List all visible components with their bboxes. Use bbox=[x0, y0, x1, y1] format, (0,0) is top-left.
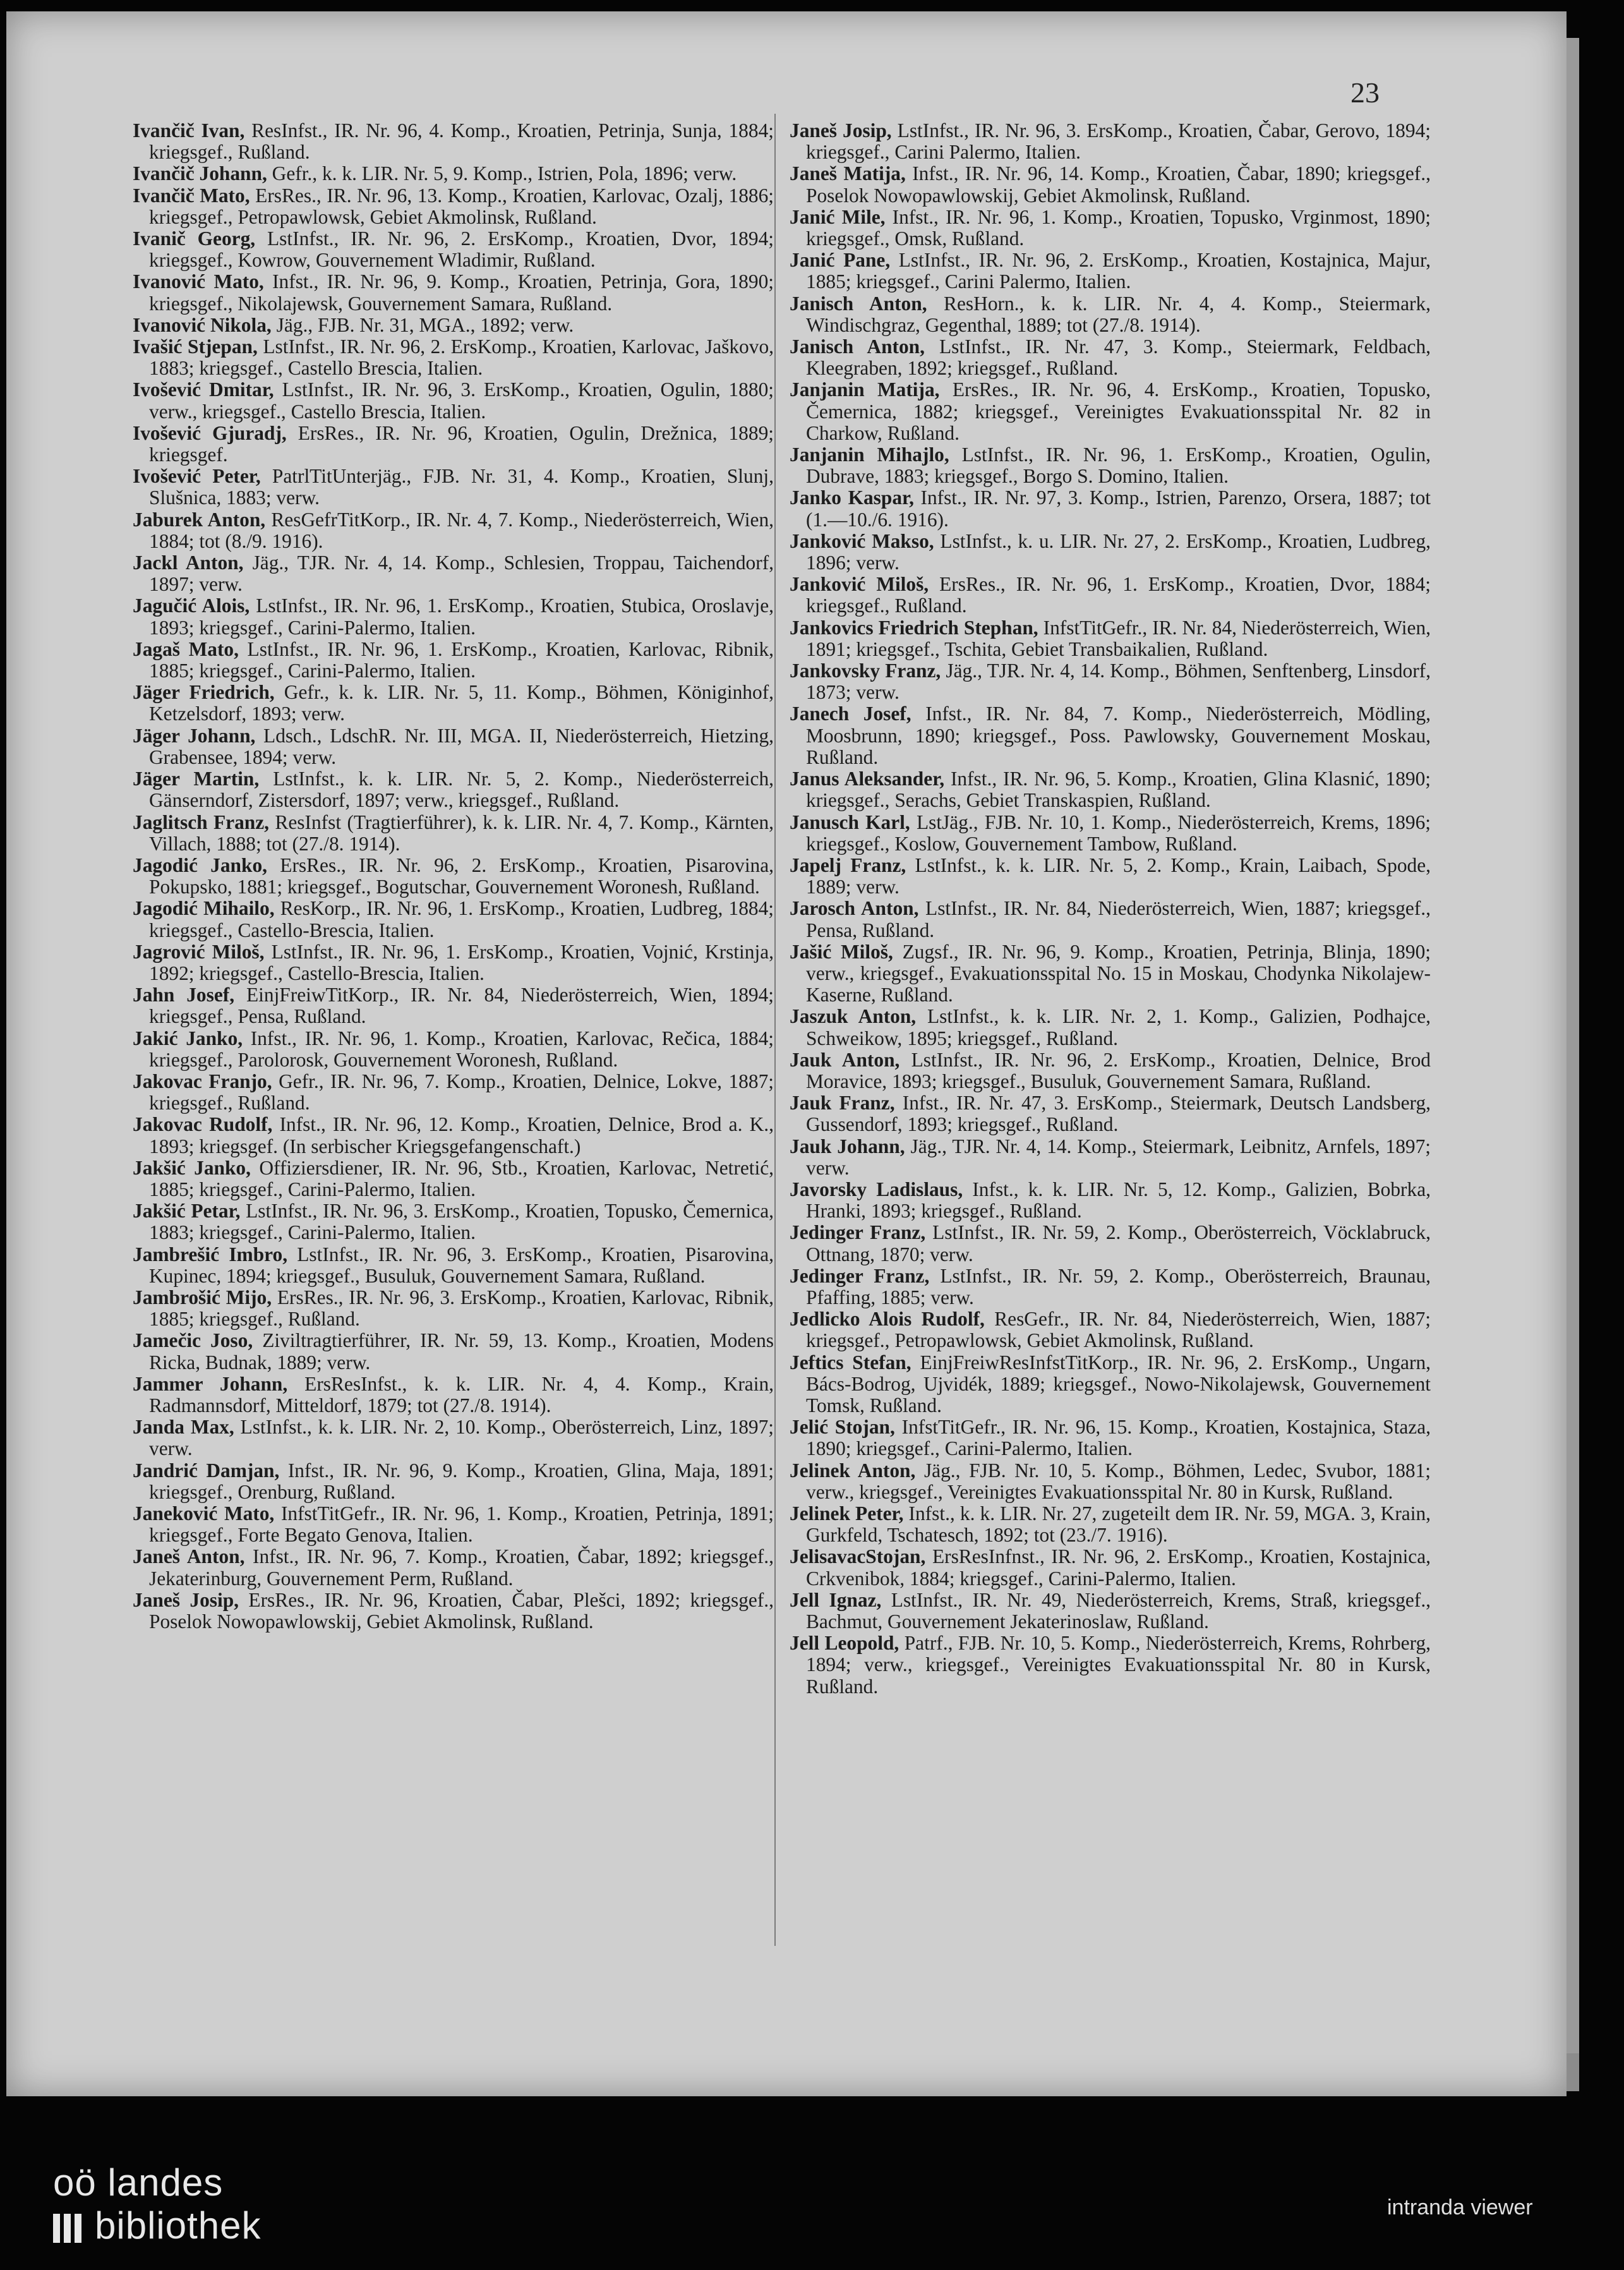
entry-details: LstInfst., IR. Nr. 96, 1. ErsKomp., Kroatien, Karlovac, Ribnik, 1885; kriegsgef., Carini-Palermo, Italien. bbox=[149, 637, 774, 682]
entry-name: JelisavacStojan, bbox=[790, 1545, 926, 1568]
list-entry bbox=[133, 1546, 774, 1589]
list-entry bbox=[790, 898, 1431, 941]
list-entry bbox=[790, 444, 1431, 487]
entry-name: Jelinek Peter, bbox=[790, 1502, 904, 1524]
entry-details: Infst., IR. Nr. 47, 3. ErsKomp., Steiermark, Deutsch Landsberg, Gussendorf, 1893; kriegsgef., Rußland. bbox=[806, 1092, 1431, 1136]
column-divider bbox=[774, 114, 776, 1946]
list-entry bbox=[790, 1179, 1431, 1222]
entry-details: LstInfst., IR. Nr. 49, Niederösterreich, Krems, Straß, kriegsgef., Bachmut, Gouvernement Jekaterinoslaw, Rußland. bbox=[806, 1588, 1431, 1633]
entry-name: Ivančič Mato, bbox=[133, 184, 250, 207]
list-entry bbox=[133, 163, 774, 184]
entry-name: Jell Leopold, bbox=[790, 1632, 899, 1655]
entry-name: Jäger Friedrich, bbox=[133, 681, 275, 704]
entry-name: Jagodić Mihailo, bbox=[133, 897, 275, 920]
list-entry bbox=[790, 1006, 1431, 1049]
entry-details: Infst., IR. Nr. 96, 7. Komp., Kroatien, Čabar, 1892; kriegsgef., Jekaterinburg, Gouvernement Perm, Rußland. bbox=[149, 1545, 774, 1590]
entry-details: Infst., IR. Nr. 96, 14. Komp., Kroatien, Čabar, 1890; kriegsgef., Poselok Nowopawlowskij, Gebiet Akmolinsk, Rußland. bbox=[806, 162, 1431, 207]
list-entry bbox=[790, 1416, 1431, 1459]
list-entry bbox=[133, 466, 774, 509]
entry-name: Janjanin Matija, bbox=[790, 378, 940, 401]
entry-details: Infst., IR. Nr. 96, 9. Komp., Kroatien, Glina, Maja, 1891; kriegsgef., Orenburg, Rußland. bbox=[149, 1459, 774, 1503]
entry-name: Jarosch Anton, bbox=[790, 897, 919, 920]
entry-name: Janeš Josip, bbox=[790, 120, 892, 142]
entry-details: Gefr., k. k. LIR. Nr. 5, 9. Komp., Istrien, Pola, 1896; verw. bbox=[267, 162, 737, 185]
entry-details: LstInfst., IR. Nr. 96, 1. ErsKomp., Kroatien, Ogulin, Dubrave, 1883; kriegsgef., Borgo S. Domino, Italien. bbox=[806, 444, 1431, 488]
logo-text-line1: oö landes bbox=[53, 2161, 224, 2204]
entry-details: Infst., IR. Nr. 96, 12. Komp., Kroatien, Delnice, Brod a. K., 1893; kriegsgef. (In serbischer Kriegsgefangenschaft.) bbox=[149, 1113, 774, 1157]
list-entry bbox=[790, 1049, 1431, 1092]
entry-name: Janko Kaspar, bbox=[790, 486, 914, 509]
entry-details: LstInfst., IR. Nr. 96, 2. ErsKomp., Kroatien, Kostajnica, Majur, 1885; kriegsgef., Carini Palermo, Italien. bbox=[806, 249, 1431, 293]
list-entry bbox=[790, 487, 1431, 530]
entry-details: LstInfst., IR. Nr. 96, 1. ErsKomp., Kroatien, Stubica, Oroslavje, 1893; kriegsgef., Carini-Palermo, Italien. bbox=[149, 595, 774, 639]
list-entry bbox=[133, 315, 774, 336]
list-entry bbox=[790, 574, 1431, 617]
entry-details: Gefr., IR. Nr. 96, 7. Komp., Kroatien, Delnice, Lokve, 1887; kriegsgef., Rußland. bbox=[149, 1070, 774, 1114]
entry-details: LstInfst., k. u. LIR. Nr. 27, 2. ErsKomp., Kroatien, Ludbreg, 1896; verw. bbox=[806, 529, 1431, 574]
list-entry bbox=[133, 682, 774, 725]
list-entry bbox=[133, 898, 774, 941]
entry-name: Jamečic Joso, bbox=[133, 1329, 253, 1352]
entry-name: Jammer Johann, bbox=[133, 1372, 288, 1395]
entry-details: LstInfst., IR. Nr. 59, 2. Komp., Oberösterreich, Braunau, Pfaffing, 1885; verw. bbox=[806, 1264, 1431, 1308]
list-entry bbox=[790, 250, 1431, 293]
entry-name: Jagrović Miloš, bbox=[133, 940, 265, 963]
list-entry bbox=[133, 1244, 774, 1287]
entry-name: Janić Mile, bbox=[790, 205, 886, 228]
list-entry bbox=[790, 1136, 1431, 1179]
entry-name: Janeš Josip, bbox=[133, 1588, 239, 1611]
entry-name: Jambrošić Mijo, bbox=[133, 1286, 272, 1308]
list-entry bbox=[133, 1330, 774, 1373]
entry-name: Jakšić Petar, bbox=[133, 1200, 241, 1223]
entry-details: LstJäg., FJB. Nr. 10, 1. Komp., Niederösterreich, Krems, 1896; kriegsgef., Koslow, Gouvernement Tambow, Rußland. bbox=[806, 811, 1431, 855]
entry-name: Jakovac Rudolf, bbox=[133, 1113, 273, 1136]
entry-details: Offiziersdiener, IR. Nr. 96, Stb., Kroatien, Karlovac, Netretić, 1885; kriegsgef., Carini-Palermo, Italien. bbox=[149, 1156, 774, 1200]
entry-name: Jandrić Damjan, bbox=[133, 1459, 280, 1482]
list-entry bbox=[133, 595, 774, 638]
list-entry bbox=[133, 379, 774, 422]
list-entry bbox=[133, 509, 774, 552]
viewer-footer bbox=[0, 2123, 1624, 2270]
entry-details: LstInfst., IR. Nr. 96, 3. ErsKomp., Kroatien, Čabar, Gerovo, 1894; kriegsgef., Carini Palermo, Italien. bbox=[806, 120, 1431, 164]
entry-details: ResInfst., IR. Nr. 96, 4. Komp., Kroatien, Petrinja, Sunja, 1884; kriegsgef., Rußland. bbox=[149, 120, 774, 164]
list-entry bbox=[133, 552, 774, 595]
entry-details: ErsRes., IR. Nr. 96, Kroatien, Čabar, Plešci, 1892; kriegsgef., Poselok Nowopawlowskij, Gebiet Akmolinsk, Rußland. bbox=[149, 1588, 774, 1633]
list-entry bbox=[790, 1092, 1431, 1135]
entry-name: Jašić Miloš, bbox=[790, 940, 893, 963]
list-entry bbox=[133, 639, 774, 682]
entry-name: Japelj Franz, bbox=[790, 854, 906, 876]
entry-details: ErsRes., IR. Nr. 96, 4. ErsKomp., Kroatien, Topusko, Čemernica, 1882; kriegsgef., Vereinigtes Evakuationsspital Nr. 82 in Charkow, Rußland. bbox=[806, 378, 1431, 444]
list-entry bbox=[790, 1590, 1431, 1633]
list-entry bbox=[133, 228, 774, 271]
entry-name: Janeš Matija, bbox=[790, 162, 906, 185]
entry-name: Jagodić Janko, bbox=[133, 854, 268, 876]
entry-name: Janeš Anton, bbox=[133, 1545, 245, 1568]
entry-details: LstInfst., k. k. LIR. Nr. 5, 2. Komp., Niederösterreich, Gänserndorf, Zistersdorf, 1897; verw., kriegsgef., Rußland. bbox=[149, 768, 774, 812]
entry-details: Zugsf., IR. Nr. 96, 9. Komp., Kroatien, Petrinja, Blinja, 1890; verw., kriegsgef., Evakuationsspital No. 15 in Moskau, Chodynka Nikolajew-Kaserne, Rußland. bbox=[806, 940, 1431, 1006]
entry-details: Infst., IR. Nr. 97, 3. Komp., Istrien, Parenzo, Orsera, 1887; tot (1.—10./6. 1916). bbox=[806, 486, 1431, 531]
entry-details: LstInfst., IR. Nr. 84, Niederösterreich, Wien, 1887; kriegsgef., Pensa, Rußland. bbox=[806, 897, 1431, 941]
list-entry bbox=[133, 855, 774, 898]
entry-name: Jauk Johann, bbox=[790, 1135, 905, 1157]
list-entry bbox=[790, 1633, 1431, 1698]
entry-details: InfstTitGefr., IR. Nr. 84, Niederösterreich, Wien, 1891; kriegsgef., Tschita, Gebiet Transbaikalien, Rußland. bbox=[806, 616, 1431, 660]
list-entry bbox=[133, 1287, 774, 1330]
list-entry bbox=[790, 1308, 1431, 1351]
entry-details: Infst., IR. Nr. 96, 5. Komp., Kroatien, Glina Klasnić, 1890; kriegsgef., Serachs, Gebiet Transkaspien, Rußland. bbox=[806, 768, 1431, 812]
entry-name: Janisch Anton, bbox=[790, 292, 927, 315]
entry-details: Ziviltragtierführer, IR. Nr. 59, 13. Komp., Kroatien, Modens Ricka, Budnak, 1889; verw. bbox=[149, 1329, 774, 1373]
entry-details: ErsRes., IR. Nr. 96, 3. ErsKomp., Kroatien, Karlovac, Ribnik, 1885; kriegsgef., Rußland. bbox=[149, 1286, 774, 1331]
list-entry bbox=[790, 660, 1431, 703]
entry-details: ResHorn., k. k. LIR. Nr. 4, 4. Komp., Steiermark, Windischgraz, Gegenthal, 1889; tot (27./8. 1914). bbox=[806, 292, 1431, 336]
entry-name: Jaglitsch Franz, bbox=[133, 811, 270, 833]
entry-name: Jankovics Friedrich Stephan, bbox=[790, 616, 1038, 639]
entry-details: EinjFreiwResInfstTitKorp., IR. Nr. 96, 2. ErsKomp., Ungarn, Bács-Bodrog, Ujvidék, 1889; kriegsgef., Nowo-Nikolajewsk, Gouvernement Tomsk, Rußland. bbox=[806, 1351, 1431, 1416]
entry-details: Gefr., k. k. LIR. Nr. 5, 11. Komp., Böhmen, Königinhof, Ketzelsdorf, 1893; verw. bbox=[149, 681, 774, 725]
list-entry bbox=[790, 703, 1431, 768]
entry-name: Jauk Anton, bbox=[790, 1048, 900, 1071]
entry-name: Jagučić Alois, bbox=[133, 595, 250, 617]
entry-details: ResInfst (Tragtierführer), k. k. LIR. Nr. 4, 7. Komp., Kärnten, Villach, 1888; tot (27./8. 1914). bbox=[149, 811, 774, 855]
list-entry bbox=[133, 120, 774, 163]
list-entry bbox=[790, 617, 1431, 660]
entry-name: Janech Josef, bbox=[790, 703, 911, 725]
entry-name: Jaszuk Anton, bbox=[790, 1005, 917, 1028]
list-entry bbox=[133, 271, 774, 314]
entry-name: Janda Max, bbox=[133, 1416, 234, 1439]
list-entry bbox=[133, 336, 774, 379]
entry-details: LstInfst., IR. Nr. 96, 3. ErsKomp., Kroatien, Ogulin, 1880; verw., kriegsgef., Castello Brescia, Italien. bbox=[149, 378, 774, 423]
entry-name: Jahn Josef, bbox=[133, 984, 235, 1006]
list-entry bbox=[790, 207, 1431, 250]
list-entry bbox=[790, 1265, 1431, 1308]
entry-details: Infst., IR. Nr. 84, 7. Komp., Niederösterreich, Mödling, Moosbrunn, 1890; kriegsgef., Poss. Pawlowsky, Gouvernement Moskau, Rußland. bbox=[806, 703, 1431, 768]
entry-name: Jackl Anton, bbox=[133, 552, 244, 574]
list-entry bbox=[133, 185, 774, 228]
list-entry bbox=[133, 423, 774, 466]
entry-details: ErsResInfst., k. k. LIR. Nr. 4, 4. Komp., Krain, Radmannsdorf, Mitteldorf, 1879; tot (27./8. 1914). bbox=[149, 1372, 774, 1416]
list-entry bbox=[133, 1071, 774, 1114]
list-entry bbox=[133, 1416, 774, 1459]
entry-details: LstInfst., IR. Nr. 47, 3. Komp., Steiermark, Feldbach, Kleegraben, 1892; kriegsgef., Rußland. bbox=[806, 335, 1431, 380]
logo-text-line2: bibliothek bbox=[95, 2204, 262, 2247]
entry-name: Jakić Janko, bbox=[133, 1027, 243, 1049]
entry-name: Jeftics Stefan, bbox=[790, 1351, 911, 1373]
entry-details: Infst., k. k. LIR. Nr. 27, zugeteilt dem IR. Nr. 59, MGA. 3, Krain, Gurkfeld, Tschatesch, 1892; tot (23./7. 1916). bbox=[806, 1502, 1431, 1547]
entry-details: LstInfst., k. k. LIR. Nr. 2, 10. Komp., Oberösterreich, Linz, 1897; verw. bbox=[149, 1416, 774, 1460]
list-entry bbox=[790, 1460, 1431, 1503]
entry-name: Jagaš Mato, bbox=[133, 637, 239, 660]
entry-name: Jedinger Franz, bbox=[790, 1221, 926, 1244]
entry-name: Ivošević Dmitar, bbox=[133, 378, 274, 401]
entry-name: Ivanič Georg, bbox=[133, 227, 256, 250]
list-entry bbox=[133, 1114, 774, 1157]
entry-name: Janeković Mato, bbox=[133, 1502, 275, 1524]
entry-details: ResKorp., IR. Nr. 96, 1. ErsKomp., Kroatien, Ludbreg, 1884; kriegsgef., Castello-Brescia, Italien. bbox=[149, 897, 774, 941]
list-entry bbox=[133, 768, 774, 811]
list-entry bbox=[133, 812, 774, 855]
logo-bars-icon bbox=[53, 2211, 85, 2243]
entry-name: Jelinek Anton, bbox=[790, 1459, 916, 1482]
entry-name: Ivanović Mato, bbox=[133, 270, 264, 293]
list-entry bbox=[790, 941, 1431, 1006]
entry-details: PatrlTitUnterjäg., FJB. Nr. 31, 4. Komp., Kroatien, Slunj, Slušnica, 1883; verw. bbox=[149, 465, 774, 509]
entry-name: Jakovac Franjo, bbox=[133, 1070, 272, 1092]
entry-details: ErsRes., IR. Nr. 96, 1. ErsKomp., Kroatien, Dvor, 1884; kriegsgef., Rußland. bbox=[806, 573, 1431, 617]
entry-details: EinjFreiwTitKorp., IR. Nr. 84, Niederösterreich, Wien, 1894; kriegsgef., Pensa, Rußland. bbox=[149, 984, 774, 1028]
entry-name: Jäger Johann, bbox=[133, 724, 256, 747]
entry-details: Jäg., TJR. Nr. 4, 14. Komp., Schlesien, Troppau, Taichendorf, 1897; verw. bbox=[149, 552, 774, 596]
entry-name: Janus Aleksander, bbox=[790, 768, 945, 790]
list-entry bbox=[790, 768, 1431, 811]
entry-name: Jell Ignaz, bbox=[790, 1588, 882, 1611]
entry-name: Ivošević Peter, bbox=[133, 465, 261, 488]
entry-name: Janković Miloš, bbox=[790, 573, 929, 596]
entry-details: ErsResInfnst., IR. Nr. 96, 2. ErsKomp., Kroatien, Kostajnica, Crkvenibok, 1884; kriegsgef., Carini-Palermo, Italien. bbox=[806, 1545, 1431, 1590]
entry-details: InfstTitGefr., IR. Nr. 96, 15. Komp., Kroatien, Kostajnica, Staza, 1890; kriegsgef., Carini-Palermo, Italien. bbox=[806, 1416, 1431, 1460]
entry-name: Jakšić Janko, bbox=[133, 1156, 251, 1179]
list-entry bbox=[790, 163, 1431, 206]
entry-details: ErsRes., IR. Nr. 96, Kroatien, Ogulin, Drežnica, 1889; kriegsgef. bbox=[149, 421, 774, 466]
list-entry bbox=[790, 1546, 1431, 1589]
entry-name: Jankovsky Franz, bbox=[790, 660, 941, 682]
list-entry bbox=[133, 1503, 774, 1546]
list-entry bbox=[790, 120, 1431, 163]
entry-name: Jaburek Anton, bbox=[133, 508, 266, 531]
entry-details: ResGefrTitKorp., IR. Nr. 4, 7. Komp., Niederösterreich, Wien, 1884; tot (8./9. 1916). bbox=[149, 508, 774, 552]
entry-details: ResGefr., IR. Nr. 84, Niederösterreich, Wien, 1887; kriegsgef., Petropawlowsk, Gebiet Akmolinsk, Rußland. bbox=[806, 1308, 1431, 1352]
list-entry bbox=[133, 1200, 774, 1243]
entry-details: LstInfst., IR. Nr. 96, 2. ErsKomp., Kroatien, Karlovac, Jaškovo, 1883; kriegsgef., Castello Brescia, Italien. bbox=[149, 335, 774, 380]
list-entry bbox=[790, 531, 1431, 574]
entry-details: Infst., IR. Nr. 96, 1. Komp., Kroatien, Karlovac, Rečica, 1884; kriegsgef., Parolorosk, Gouvernement Woronesh, Rußland. bbox=[149, 1027, 774, 1071]
list-entry bbox=[133, 1373, 774, 1416]
list-entry bbox=[790, 1503, 1431, 1546]
entry-name: Jauk Franz, bbox=[790, 1092, 895, 1114]
list-entry bbox=[133, 941, 774, 984]
entry-details: Patrf., FJB. Nr. 10, 5. Komp., Niederösterreich, Krems, Rohrberg, 1894; verw., kriegsgef., Vereinigtes Evakuationsspital Nr. 80 in Kursk, Rußland. bbox=[806, 1632, 1431, 1698]
entry-details: Infst., k. k. LIR. Nr. 5, 12. Komp., Galizien, Bobrka, Hranki, 1893; kriegsgef., Rußland. bbox=[806, 1178, 1431, 1223]
list-entry bbox=[790, 1222, 1431, 1265]
page-number: 23 bbox=[1350, 76, 1380, 109]
entry-details: LstInfst., IR. Nr. 96, 3. ErsKomp., Kroatien, Topusko, Čemernica, 1883; kriegsgef., Carini-Palermo, Italien. bbox=[149, 1200, 774, 1244]
library-logo[interactable] bbox=[53, 2161, 306, 2255]
entry-name: Jelić Stojan, bbox=[790, 1416, 895, 1439]
entry-details: LstInfst., k. k. LIR. Nr. 5, 2. Komp., Krain, Laibach, Spode, 1889; verw. bbox=[806, 854, 1431, 898]
list-entry bbox=[133, 1028, 774, 1071]
right-column bbox=[790, 120, 1431, 1990]
list-entry bbox=[790, 336, 1431, 379]
entry-name: Ivašić Stjepan, bbox=[133, 335, 258, 358]
list-entry bbox=[133, 1590, 774, 1633]
entry-name: Janisch Anton, bbox=[790, 335, 925, 358]
entry-details: LstInfst., IR. Nr. 59, 2. Komp., Oberösterreich, Vöcklabruck, Ottnang, 1870; verw. bbox=[806, 1221, 1431, 1265]
entry-name: Jäger Martin, bbox=[133, 768, 260, 790]
entry-name: Janjanin Mihajlo, bbox=[790, 444, 949, 466]
entry-details: Ldsch., LdschR. Nr. III, MGA. II, Niederösterreich, Hietzing, Grabensee, 1894; verw. bbox=[149, 724, 774, 768]
entry-name: Ivančič Ivan, bbox=[133, 120, 245, 142]
entry-details: Infst., IR. Nr. 96, 1. Komp., Kroatien, Topusko, Vrginmost, 1890; kriegsgef., Omsk, Rußland. bbox=[806, 205, 1431, 250]
list-entry bbox=[790, 1352, 1431, 1417]
list-entry bbox=[133, 725, 774, 768]
entry-details: Jäg., FJB. Nr. 10, 5. Komp., Böhmen, Ledec, Svubor, 1881; verw., kriegsgef., Vereinigtes Evakuationsspital Nr. 80 in Kursk, Rußland. bbox=[806, 1459, 1431, 1503]
entry-details: Jäg., FJB. Nr. 31, MGA., 1892; verw. bbox=[271, 313, 574, 336]
entry-details: ErsRes., IR. Nr. 96, 2. ErsKomp., Kroatien, Pisarovina, Pokupsko, 1881; kriegsgef., Bogutschar, Gouvernement Woronesh, Rußland. bbox=[149, 854, 774, 898]
entry-name: Ivančič Johann, bbox=[133, 162, 267, 185]
entry-details: Jäg., TJR. Nr. 4, 14. Komp., Böhmen, Senftenberg, Linsdorf, 1873; verw. bbox=[806, 660, 1431, 704]
entry-name: Ivanović Nikola, bbox=[133, 313, 272, 336]
left-column bbox=[133, 120, 774, 1990]
list-entry bbox=[790, 855, 1431, 898]
entry-details: LstInfst., IR. Nr. 96, 2. ErsKomp., Kroatien, Dvor, 1894; kriegsgef., Kowrow, Gouvernement Wladimir, Rußland. bbox=[149, 227, 774, 272]
entry-name: Jedinger Franz, bbox=[790, 1264, 930, 1287]
list-entry bbox=[790, 379, 1431, 444]
entry-details: InfstTitGefr., IR. Nr. 96, 1. Komp., Kroatien, Petrinja, 1891; kriegsgef., Forte Begato Genova, Italien. bbox=[149, 1502, 774, 1547]
entry-name: Ivošević Gjuradj, bbox=[133, 421, 287, 444]
entry-name: Janić Pane, bbox=[790, 249, 891, 272]
entry-name: Jedlicko Alois Rudolf, bbox=[790, 1308, 985, 1331]
entry-name: Janković Makso, bbox=[790, 529, 934, 552]
entry-details: Infst., IR. Nr. 96, 9. Komp., Kroatien, Petrinja, Gora, 1890; kriegsgef., Nikolajewsk, Gouvernement Samara, Rußland. bbox=[149, 270, 774, 315]
entry-details: ErsRes., IR. Nr. 96, 13. Komp., Kroatien, Karlovac, Ozalj, 1886; kriegsgef., Petropawlowsk, Gebiet Akmolinsk, Rußland. bbox=[149, 184, 774, 228]
list-entry bbox=[133, 1157, 774, 1200]
viewer-brand[interactable]: intranda viewer bbox=[1387, 2195, 1533, 2219]
entry-name: Javorsky Ladislaus, bbox=[790, 1178, 963, 1200]
list-entry bbox=[133, 1460, 774, 1503]
entry-details: LstInfst., k. k. LIR. Nr. 2, 1. Komp., Galizien, Podhajce, Schweikow, 1895; kriegsgef., Rußland. bbox=[806, 1005, 1431, 1049]
entry-details: LstInfst., IR. Nr. 96, 1. ErsKomp., Kroatien, Vojnić, Krstinja, 1892; kriegsgef., Castello-Brescia, Italien. bbox=[149, 940, 774, 984]
entry-details: Jäg., TJR. Nr. 4, 14. Komp., Steiermark, Leibnitz, Arnfels, 1897; verw. bbox=[806, 1135, 1431, 1179]
entry-name: Janusch Karl, bbox=[790, 811, 910, 833]
entry-name: Jambrešić Imbro, bbox=[133, 1243, 288, 1265]
list-entry bbox=[133, 984, 774, 1027]
list-entry bbox=[790, 293, 1431, 336]
list-entry bbox=[790, 812, 1431, 855]
entry-details: LstInfst., IR. Nr. 96, 2. ErsKomp., Kroatien, Delnice, Brod Moravice, 1893; kriegsgef., Busuluk, Gouvernement Samara, Rußland. bbox=[806, 1048, 1431, 1092]
entry-details: LstInfst., IR. Nr. 96, 3. ErsKomp., Kroatien, Pisarovina, Kupinec, 1894; kriegsgef., Busuluk, Gouvernement Samara, Rußland. bbox=[149, 1243, 774, 1287]
